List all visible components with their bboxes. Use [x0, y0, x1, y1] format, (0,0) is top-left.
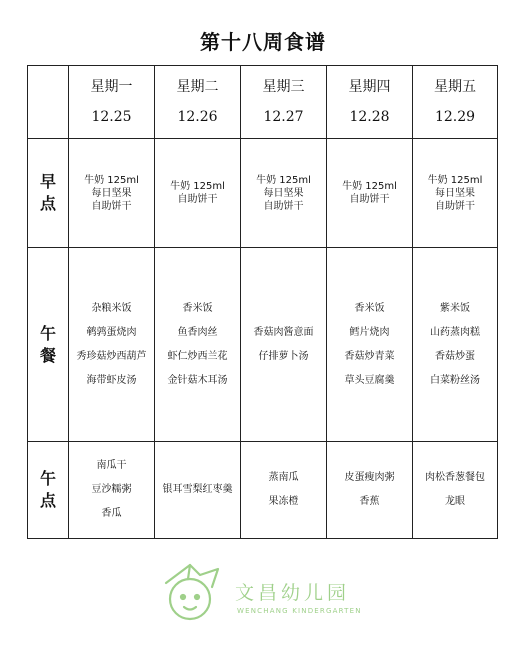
- menu-item: 豆沙糯粥: [91, 484, 132, 495]
- menu-item: 山药蒸肉糕: [430, 326, 480, 338]
- menu-cell: [241, 248, 327, 442]
- menu-cell: [241, 442, 327, 539]
- menu-cell: [327, 248, 413, 442]
- menu-item: 自助饼干: [349, 194, 390, 205]
- meal-label-char: 点: [39, 491, 56, 510]
- menu-item: 自助饼干: [435, 200, 475, 212]
- menu-item: 香菇肉酱意面: [253, 326, 314, 338]
- menu-item: 虾仁炒西兰花: [167, 350, 228, 362]
- menu-cell: [241, 139, 327, 248]
- day-header-cell: [327, 66, 413, 139]
- weekday-label: 星期五: [434, 78, 476, 95]
- meal-label-cell: [28, 248, 69, 442]
- menu-item: 每日坚果: [435, 187, 475, 199]
- menu-item: 自助饼干: [263, 200, 304, 212]
- menu-item: 海带虾皮汤: [86, 374, 137, 386]
- menu-item: 紫米饭: [440, 302, 470, 314]
- weekday-label: 星期四: [348, 78, 391, 95]
- date-label: 12.25: [91, 108, 132, 125]
- menu-item: 银耳雪梨红枣羹: [162, 484, 233, 495]
- menu-cell: [69, 139, 155, 248]
- kindergarten-logo: [160, 557, 400, 627]
- menu-item: 龙眼: [445, 496, 465, 507]
- logo-subtitle: WENCHANG KINDERGARTEN: [237, 607, 362, 615]
- menu-item: 皮蛋瘦肉粥: [344, 472, 395, 483]
- lunch-row: [28, 248, 498, 442]
- menu-cell: [155, 139, 241, 248]
- date-label: 12.28: [349, 108, 390, 125]
- menu-item: 仔排萝卜汤: [258, 350, 309, 362]
- menu-item: 金针菇木耳汤: [167, 374, 228, 386]
- menu-item: 自助饼干: [177, 194, 218, 205]
- menu-item: 香菇炒青菜: [344, 350, 395, 362]
- date-label: 12.27: [263, 108, 304, 125]
- day-header-cell: [413, 66, 498, 139]
- menu-item: 香米饭: [354, 302, 385, 314]
- menu-item: 每日坚果: [263, 187, 304, 199]
- page-title: 第十八周食谱: [200, 30, 326, 54]
- menu-item: 牛奶 125ml: [342, 181, 397, 192]
- menu-item: 秀珍菇炒西葫芦: [76, 350, 147, 362]
- menu-item: 牛奶 125ml: [427, 174, 483, 186]
- menu-cell: [155, 442, 241, 539]
- menu-item: 鳕片烧肉: [349, 326, 390, 338]
- menu-item: 肉松香葱餐包: [425, 472, 485, 483]
- menu-item: 果冻橙: [268, 496, 299, 507]
- menu-item: 蒸南瓜: [268, 472, 299, 483]
- menu-cell: [327, 442, 413, 539]
- meal-label-char: 早: [39, 172, 56, 191]
- menu-cell: [327, 139, 413, 248]
- weekday-label: 星期一: [90, 78, 133, 95]
- menu-item: 香米饭: [182, 302, 213, 314]
- meal-label-cell: [28, 442, 69, 539]
- day-header-cell: [241, 66, 327, 139]
- menu-item: 自助饼干: [91, 200, 132, 212]
- menu-cell: [413, 248, 498, 442]
- menu-item: 香菇炒蛋: [435, 350, 475, 362]
- menu-item: 牛奶 125ml: [84, 174, 139, 186]
- weekday-label: 星期二: [176, 78, 219, 95]
- snack-row: [28, 442, 498, 539]
- menu-item: 香瓜: [101, 508, 122, 519]
- meal-label-char: 餐: [39, 345, 56, 365]
- header-row: [28, 66, 498, 139]
- meal-label-char: 点: [39, 194, 56, 213]
- date-label: 12.29: [434, 108, 476, 125]
- weekday-label: 星期三: [262, 78, 305, 95]
- menu-item: 香蕉: [359, 496, 380, 507]
- menu-item: 鹌鹑蛋烧肉: [86, 326, 137, 338]
- logo-name: 文昌幼儿园: [235, 582, 351, 604]
- corner-cell: [28, 66, 69, 139]
- menu-cell: [413, 139, 498, 248]
- day-header-cell: [69, 66, 155, 139]
- menu-cell: [413, 442, 498, 539]
- menu-item: 草头豆腐羹: [344, 374, 395, 386]
- meal-label-cell: [28, 139, 69, 248]
- menu-item: 牛奶 125ml: [256, 174, 311, 186]
- date-label: 12.26: [177, 108, 218, 125]
- menu-item: 南瓜干: [96, 460, 127, 471]
- menu-item: 每日坚果: [91, 187, 132, 199]
- menu-item: 牛奶 125ml: [170, 181, 225, 192]
- menu-item: 鱼香肉丝: [177, 326, 218, 338]
- kid-face-logo-icon: [160, 557, 232, 623]
- meal-label-char: 午: [39, 469, 56, 488]
- menu-cell: [155, 248, 241, 442]
- menu-cell: [69, 248, 155, 442]
- breakfast-row: [28, 139, 498, 248]
- meal-label-char: 午: [39, 323, 56, 343]
- menu-item: 杂粮米饭: [91, 302, 132, 314]
- day-header-cell: [155, 66, 241, 139]
- weekly-menu-table: [27, 65, 498, 539]
- menu-cell: [69, 442, 155, 539]
- menu-item: 白菜粉丝汤: [430, 374, 480, 386]
